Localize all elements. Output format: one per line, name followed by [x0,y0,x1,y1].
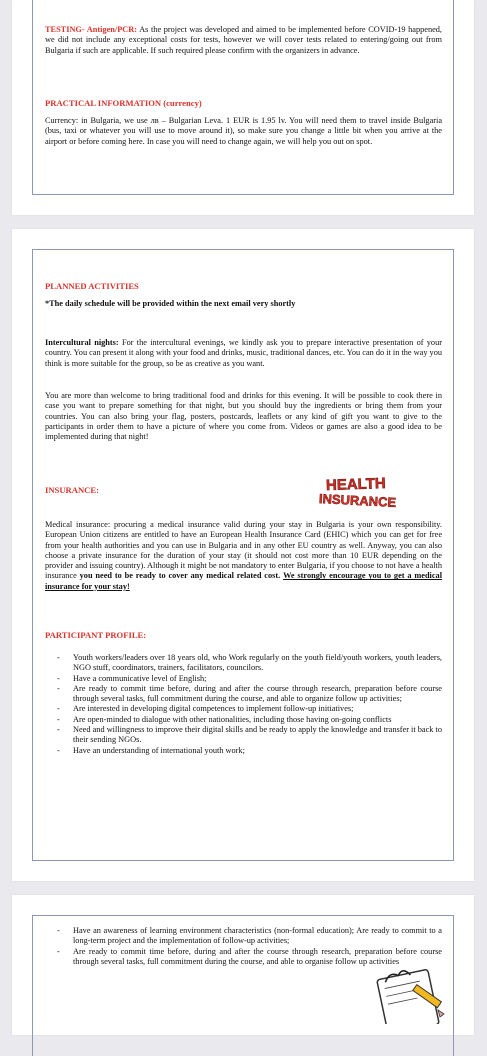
list-item: - Are interested in developing digital competences to implement follow-up initiatives; [45,704,442,714]
participant-profile-section [45,630,442,756]
list-item: - Have an awareness of learning environment characteristics (non-formal education); Are ready to commit to a long-term project and the implementation of follow-up activities; [45,926,442,947]
intercultural-paragraph [45,338,442,369]
practical-heading: PRACTICAL INFORMATION (currency) [45,98,202,108]
insurance-text: Medical insurance: procuring a medical insurance valid during your stay in Bulgaria is your own responsibility. European Union citizens are entitled to have an European Health Insurance Card (EHIC) which you can get for free from your health authorities and you can use in Bulgaria and in any other EU country as well. Anyway, you can also choose a private insurance for the duration of your stay (it should not cost more than 10 EUR depending on the provider and issuing country). Although it might be not mandatory to enter Bulgaria, if you choose to not have a health insurance [45,520,442,581]
logo-health-text: HEALTH [325,475,386,495]
insurance-paragraph [45,520,442,592]
planned-heading: PLANNED ACTIVITIES [45,281,139,291]
intercultural-text: For the intercultural evenings, we kindly ask you to prepare interactive presentation of your country. You can present it along with your food and drinks, music, traditional dances, etc. You can do it in the way you think is more suitable for the group, so be as creative as you want. [45,338,442,368]
currency-text: Currency: in Bulgaria, we use лв – Bulgarian Leva. 1 EUR is 1.95 lv. You will need them to travel inside Bulgaria (bus, taxi or whatever you will use to move around it), so make sure you change a little bit when you arrive at the airport or before coming here. In case you will need to change again, we will help you out on spot. [45,116,442,146]
profile-list [45,653,442,756]
insurance-heading: INSURANCE: [45,485,99,495]
testing-label: TESTING- Antigen/PCR: [45,25,138,34]
list-item: - Youth workers/leaders over 18 years old, who Work regularly on the youth field/youth workers, youth leaders, NGO stuff, coordinators, trainers, facilitators, councilors. [45,653,442,674]
health-insurance-logo [318,474,400,510]
testing-text: As the project was developed and aimed to be implemented before COVID-19 happened, we did not include any exceptional costs for tests, however we will cover tests related to entering/going out from Bulgaria if such are applicable. If such required please confirm with the organizers in advance. [45,25,442,55]
logo-insurance-text: INSURANCE [318,490,397,510]
profile-list-continued [45,926,442,967]
insurance-underline-text: We strongly encourage you to get a medical insurance for your stay! [45,571,442,591]
list-item: - Are open-minded to dialogue with other nationalities, including those having on-going conflicts [45,715,442,725]
welcome-paragraph [45,391,442,442]
list-item: - Are ready to commit time before, during and after the course through research, preparation before course through several tasks, full commitment during the course, and able to organize follow up activities; [45,684,442,705]
insurance-bold-text: you need to be ready to cover any medical related cost. [79,571,281,581]
schedule-note: *The daily schedule will be provided within the next email very shortly [45,299,296,308]
list-item: - Are ready to commit time before, during and after the course through research, preparation before course through several tasks, full commitment during the course, and able to organise follow up activities [45,947,442,968]
planned-activities-section [45,281,442,309]
page3-list-block [45,926,442,967]
testing-paragraph [45,25,442,56]
list-item: - Have a communicative level of English; [45,674,442,684]
profile-heading: PARTICIPANT PROFILE: [45,630,147,640]
list-item: - Need and willingness to improve their digital skills and be ready to apply the knowledge and transfer it back to their sending NGOs. [45,725,442,746]
list-item: - Have an understanding of international youth work; [45,746,442,756]
practical-section [45,98,442,147]
clipboard-illustration [368,962,448,1024]
welcome-text: You are more than welcome to bring traditional food and drinks for this evening. It will be possible to cook there in case you want to prepare something for that night, but you should buy the ingredients or bring them from your countries. You can also bring your flag, posters, postcards, leaflets or any kind of gift you want to give to the participants in order them to have a picture of where you come from. Videos or games are also a good idea to be implemented during that night! [45,391,442,442]
intercultural-label: Intercultural nights: [45,338,119,347]
